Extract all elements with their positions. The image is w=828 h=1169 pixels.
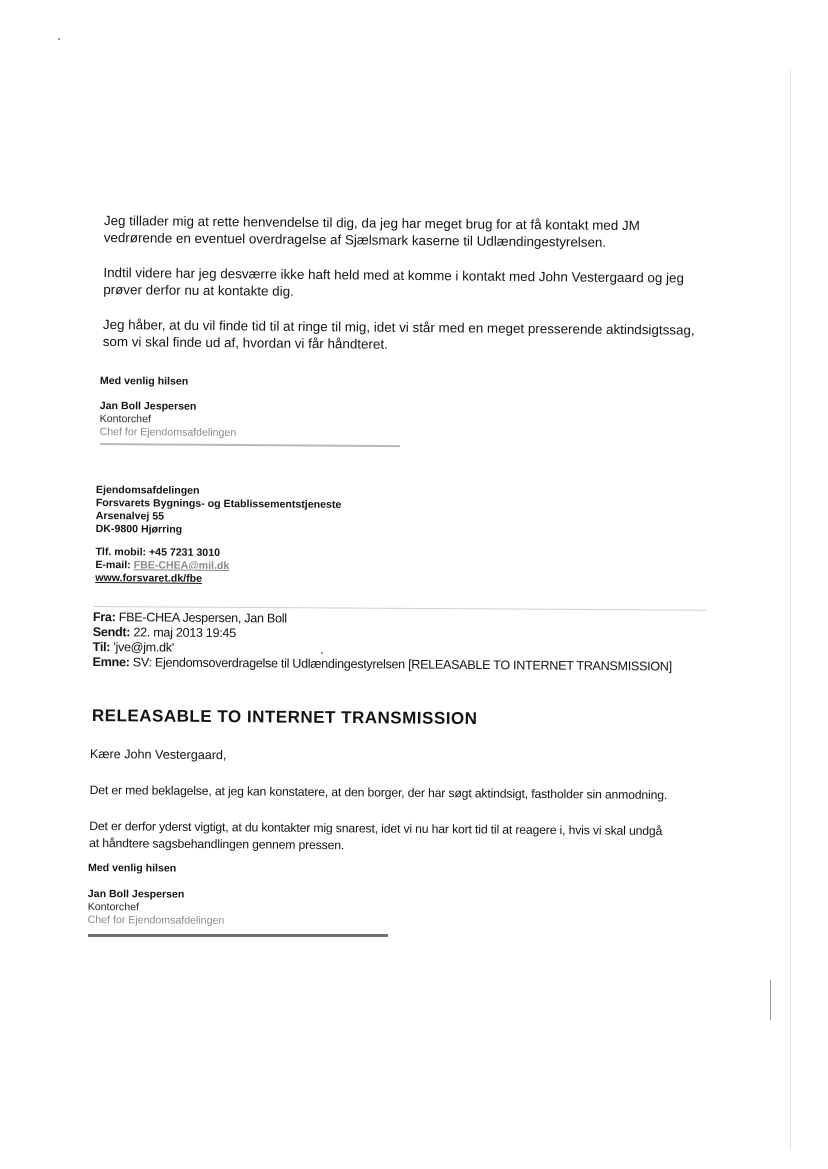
second-message-body [89,746,667,857]
org-postal: DK-9800 Hjørring [95,522,183,536]
scan-edge-shadow [790,70,791,1150]
second-signature-name: Jan Boll Jespersen [87,887,185,901]
second-signature-block [88,862,225,927]
second-signature-divider [88,934,388,937]
header-sent-label: Sendt: [92,624,131,640]
header-subject-value: SV: Ejendomsoverdragelse til Udlændingestyrelsen [RELEASABLE TO INTERNET TRANSMISSION] [129,655,672,674]
org-website-link[interactable]: www.forsvaret.dk/fbe [95,571,203,585]
first-signature-block [100,375,237,439]
banner-text: RELEASABLE TO INTERNET TRANSMISSION [91,706,478,729]
first-message-body [103,212,696,356]
second-signature-role: Kontorchef [87,900,140,914]
second-greeting: Kære John Vestergaard, [89,746,227,763]
header-from-label: Fra: [92,610,116,625]
first-paragraph-1: Jeg tillader mig at rette henvendelse til dig, da jeg har meget brug for at få kontakt med JM vedrørende en eventuel overdragelse af Sjælsmark kaserne til Udlændingestyrelsen. [103,212,640,250]
classification-banner [92,706,478,729]
header-from-value: FBE-CHEA Jespersen, Jan Boll [115,610,287,626]
organization-contact-block [95,484,341,587]
signature-divider [100,443,400,447]
first-signature-department: Chef for Ejendomsafdelingen [99,425,237,439]
org-service: Forsvarets Bygnings- og Etablissementstjeneste [95,496,342,511]
header-to-label: Til: [92,639,111,655]
scan-speck [58,38,60,40]
first-closing: Med venlig hilsen [99,375,189,388]
email-header [93,610,673,675]
org-email-link[interactable]: FBE-CHEA@mil.dk [133,559,230,573]
header-subject-label: Emne: [92,654,130,670]
header-subject [93,655,672,675]
scan-mark [770,980,771,1020]
header-sent-value: 22. maj 2013 19:45 [130,625,236,641]
org-email-label: E-mail: [95,558,134,572]
first-paragraph-3: Jeg håber, at du vil finde tid til at ringe til mig, idet vi står med en meget presserende aktindsigtssag, som vi skal finde ud af, hvordan vi får håndteret. [102,316,695,352]
second-paragraph-1: Det er med beklagelse, at jeg kan konstatere, at den borger, der har søgt aktindsigt, fastholder sin anmodning. [89,782,668,803]
header-to-value: 'jve@jm.dk' [110,640,174,655]
second-signature-department: Chef for Ejendomsafdelingen [87,913,225,927]
first-signature-role: Kontorchef [99,412,151,426]
first-signature-name: Jan Boll Jespersen [99,399,197,413]
org-street: Arsenalvej 55 [95,509,165,523]
org-phone: Tlf. mobil: +45 7231 3010 [95,545,221,559]
org-unit: Ejendomsafdelingen [95,484,200,497]
second-closing: Med venlig hilsen [87,862,177,875]
first-paragraph-2: Indtil videre har jeg desværre ikke haft held med at komme i kontakt med John Vestergaard og jeg prøver derfor nu at kontakte dig. [103,264,685,299]
second-paragraph-2: Det er derfor yderst vigtigt, at du kontakter mig snarest, idet vi nu har kort tid til at reagere i, hvis vi skal undgå at håndtere sagsbehandlingen gennem pressen. [89,818,663,853]
